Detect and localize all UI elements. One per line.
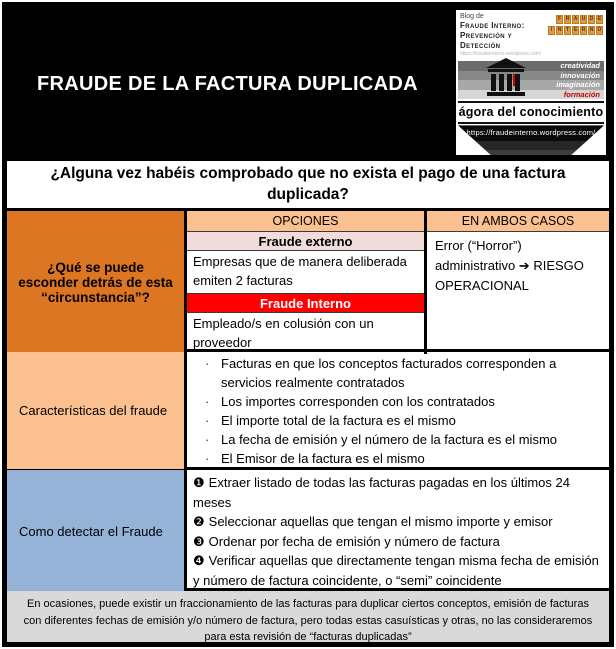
stripe-word: formación (563, 89, 600, 99)
agora-brand: ágora del conocimiento (458, 101, 604, 124)
fraude-externo-desc: Empresas que de manera deliberada emiten 2 facturas (187, 251, 424, 294)
row-label-caracteristicas: Características del fraude (7, 352, 187, 469)
letter-tile: E (597, 16, 602, 22)
letter-tiles-row-1 (548, 15, 603, 24)
row-label-hidden-cause: ¿Qué se puede esconder detrás de esta “circunstancia”? (7, 211, 187, 354)
step-2-number-icon: ❷ (193, 514, 205, 529)
logo-top-row (458, 12, 604, 59)
letter-tile: R (581, 27, 586, 33)
letter-tile: N (589, 27, 594, 33)
bullet-item: · El importe total de la factura es el mismo (199, 412, 603, 431)
step-4-number-icon: ❹ (193, 553, 205, 568)
stripe-word: imaginación (556, 80, 600, 90)
blog-url-tiny: https://fraudeinterno.wordpress.com/ (460, 51, 542, 58)
temple-icon (484, 56, 528, 105)
letter-tile: O (597, 27, 602, 33)
step-text: Verificar aquellas que directamente tengan misma fecha de emisión y número de factura coincidente, o “semi” coincidente (193, 553, 599, 588)
table-row-caracteristicas (7, 352, 609, 470)
step-3-number-icon: ❸ (193, 533, 205, 549)
letter-tile: A (573, 16, 578, 22)
letter-tile: D (589, 16, 594, 22)
both-cases-header: EN AMBOS CASOS (427, 211, 609, 232)
question-heading: ¿Alguna vez habéis comprobado que no exista el pago de una factura duplicada? (7, 161, 609, 211)
detectar-content (187, 470, 609, 593)
letter-tile: I (548, 26, 555, 35)
bullet-item: · Los importes corresponden con los contratados (199, 393, 603, 412)
stripe-formacion (458, 90, 604, 100)
stripe-imaginacion (458, 80, 604, 90)
page-title: FRAUDE DE LA FACTURA DUPLICADA (37, 72, 418, 95)
letter-tile: R (565, 16, 570, 22)
letter-tile: T (565, 27, 570, 33)
step-text: Seleccionar aquellas que tengan el mismo importe y emisor (208, 514, 553, 529)
stripe-word: creatividad (560, 61, 600, 71)
caracteristicas-content (187, 352, 609, 469)
both-cases-text: Error (“Horror”) administrativo ➔ RIESGO OPERACIONAL (435, 238, 584, 294)
blog-de-label: Blog de (460, 13, 484, 20)
bullet-item: · La fecha de emisión y el número de la factura es el mismo (199, 431, 603, 450)
blog-name-line1: Fraude Interno: (460, 21, 525, 31)
options-header: OPCIONES (187, 211, 424, 232)
letter-tile: N (557, 27, 562, 33)
bullet-item: · Facturas en que los conceptos facturados corresponden a servicios realmente contratados (199, 355, 603, 393)
blog-name-line2: Prevención y Detección (460, 31, 513, 51)
blog-name-block (460, 13, 548, 58)
document-frame (2, 2, 614, 647)
step-text: Extraer listado de todas las facturas pagadas en los últimos 24 meses (193, 475, 570, 510)
fraude-externo-title: Fraude externo (187, 232, 424, 251)
step-item (193, 532, 601, 552)
logo-triangle-area (458, 125, 604, 155)
stripe-creatividad (458, 61, 604, 71)
letter-tiles-row-2 (548, 26, 603, 35)
row-label-detectar: Como detectar el Fraude (7, 470, 187, 593)
stripe-word: innovación (560, 70, 600, 80)
letter-tile: F (557, 16, 562, 22)
caracteristicas-list (187, 355, 609, 469)
step-item (193, 512, 601, 532)
blog-url: https://fraudeinterno.wordpress.com/ (466, 128, 596, 138)
table-row-detectar (7, 470, 609, 591)
header-band (7, 7, 609, 161)
table-row-hidden-cause (7, 211, 609, 352)
logo-stripes (458, 61, 604, 99)
fraude-interno-desc: Empleado/s en colusión con un proveedor (193, 315, 374, 350)
both-cases-column (427, 211, 609, 354)
blog-logo-panel (456, 10, 606, 155)
stripe-innovacion (458, 71, 604, 81)
footer-note: En ocasiones, puede existir un fraccionamiento de las facturas para duplicar ciertos conceptos, emisión de facturas con diferentes fechas de emisión y/o número de factura, pero todas estas casuísticas y otras, no las consideraremos para esta revisión de “facturas duplicadas” (7, 591, 609, 646)
letter-tile: E (573, 27, 578, 33)
step-item (193, 473, 601, 512)
step-1-number-icon: ❶ (193, 475, 205, 490)
step-item (193, 551, 601, 590)
fraude-interno-title: Fraude Interno (187, 294, 424, 313)
letter-tile: U (581, 16, 586, 22)
bullet-item: · El Emisor de la factura es el mismo (199, 450, 603, 469)
options-column (187, 211, 427, 354)
letter-tiles (548, 13, 603, 58)
step-text: Ordenar por fecha de emisión y número de factura (208, 533, 500, 549)
